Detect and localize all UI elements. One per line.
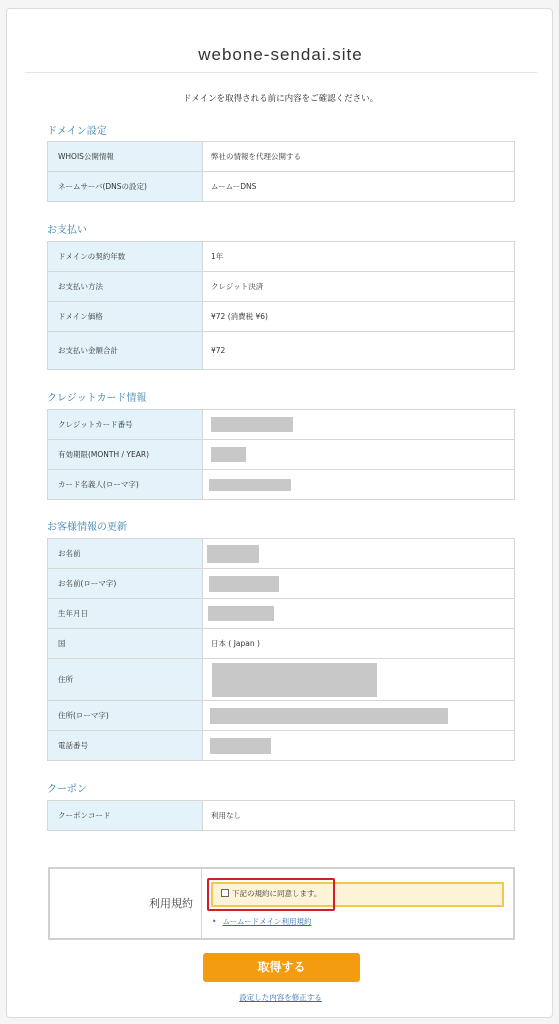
fix-link-row — [7, 992, 554, 1003]
row-value — [203, 731, 515, 761]
table-row — [48, 332, 515, 370]
terms-link-row — [212, 916, 311, 927]
row-value: 弊社の情報を代理公開する — [203, 142, 515, 172]
row-value — [203, 701, 515, 731]
row-value — [203, 599, 515, 629]
redacted-value — [211, 447, 246, 462]
row-value: 日本 ( Japan ) — [203, 629, 515, 659]
row-label: お支払い方法 — [48, 272, 203, 302]
page-title: webone-sendai.site — [198, 45, 363, 64]
table-row — [48, 172, 515, 202]
terms-label: 利用規約 — [50, 869, 202, 938]
section-heading-coupon: クーポン — [47, 784, 87, 795]
redacted-value — [209, 479, 291, 491]
row-label: 住所(ローマ字) — [48, 701, 203, 731]
bullet-icon: • — [212, 917, 217, 926]
table-row — [48, 731, 515, 761]
table-row — [48, 272, 515, 302]
title-divider — [25, 72, 537, 73]
row-label: 住所 — [48, 659, 203, 701]
highlight-frame — [207, 878, 335, 911]
confirmation-card — [6, 8, 553, 1018]
table-row — [48, 410, 515, 440]
customer-table — [47, 538, 515, 761]
row-label: 有効期限(MONTH / YEAR) — [48, 440, 203, 470]
coupon-table — [47, 800, 515, 831]
terms-link[interactable]: ムームードメイン利用規約 — [222, 917, 312, 926]
row-label: 国 — [48, 629, 203, 659]
redacted-value — [208, 606, 274, 621]
intro-text: ドメインを取得される前に内容をご確認ください。 — [182, 94, 379, 104]
table-row — [48, 302, 515, 332]
row-value — [203, 410, 515, 440]
table-row — [48, 599, 515, 629]
agree-label[interactable]: 下記の規約に同意します。 — [232, 889, 322, 898]
row-value — [203, 569, 515, 599]
terms-section — [48, 867, 515, 940]
edit-settings-link[interactable]: 設定した内容を修正する — [239, 993, 322, 1002]
row-label: お名前(ローマ字) — [48, 569, 203, 599]
row-value: ¥72 (消費税 ¥6) — [203, 302, 515, 332]
row-label: クーポンコード — [48, 801, 203, 831]
redacted-value — [210, 708, 448, 724]
table-row — [48, 701, 515, 731]
table-row — [48, 629, 515, 659]
row-value: クレジット決済 — [203, 272, 515, 302]
redacted-value — [211, 417, 293, 432]
table-row — [48, 659, 515, 701]
row-label: クレジットカード番号 — [48, 410, 203, 440]
row-value: 1年 — [203, 242, 515, 272]
redacted-value — [209, 576, 279, 592]
row-value — [203, 539, 515, 569]
table-row — [48, 242, 515, 272]
table-row — [48, 470, 515, 500]
table-row — [48, 539, 515, 569]
table-row — [48, 569, 515, 599]
redacted-value — [207, 545, 259, 563]
row-value: ムームーDNS — [203, 172, 515, 202]
row-label: 生年月日 — [48, 599, 203, 629]
row-label: ドメインの契約年数 — [48, 242, 203, 272]
table-row — [48, 142, 515, 172]
table-row — [48, 801, 515, 831]
section-heading-domain: ドメイン設定 — [47, 126, 107, 137]
row-label: カード名義人(ローマ字) — [48, 470, 203, 500]
row-value — [203, 659, 515, 701]
row-value: 利用なし — [203, 801, 515, 831]
payment-table — [47, 241, 515, 370]
section-heading-customer: お客様情報の更新 — [47, 522, 127, 533]
section-heading-payment: お支払い — [47, 225, 87, 236]
row-label: お支払い金額合計 — [48, 332, 203, 370]
row-label: お名前 — [48, 539, 203, 569]
row-label: ドメイン価格 — [48, 302, 203, 332]
section-heading-credit-card: クレジットカード情報 — [47, 393, 147, 404]
row-label: 電話番号 — [48, 731, 203, 761]
submit-button[interactable]: 取得する — [203, 953, 360, 982]
redacted-value — [212, 663, 377, 697]
total-amount: ¥72 — [203, 332, 515, 370]
credit-card-table — [47, 409, 515, 500]
row-value — [203, 470, 515, 500]
row-value — [203, 440, 515, 470]
table-row — [48, 440, 515, 470]
row-label: ネームサーバ(DNSの設定) — [48, 172, 203, 202]
redacted-value — [210, 738, 271, 754]
row-label: WHOIS公開情報 — [48, 142, 203, 172]
domain-settings-table — [47, 141, 515, 202]
